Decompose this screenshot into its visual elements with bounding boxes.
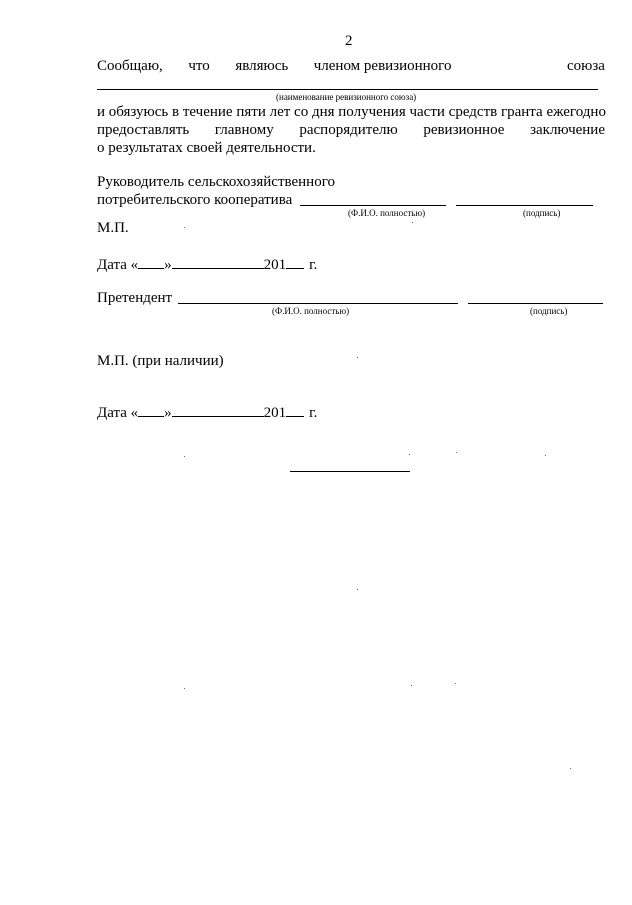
date-row-2: [97, 404, 317, 422]
year-suffix: г.: [309, 405, 318, 421]
scan-speck: [456, 452, 457, 453]
date-row-1: [97, 256, 317, 274]
scan-speck: [411, 685, 412, 686]
scan-speck: [570, 768, 571, 769]
day-field[interactable]: [138, 404, 164, 417]
date-label: Дата «: [97, 405, 139, 421]
head-signature-line[interactable]: [456, 205, 593, 206]
applicant-fio-caption: (Ф.И.О. полностью): [272, 306, 350, 316]
statement-word: членом ревизионного: [313, 58, 452, 74]
scan-speck: [409, 454, 410, 455]
month-field[interactable]: [172, 404, 264, 417]
stamp-place-optional-label: М.П. (при наличии): [97, 353, 224, 369]
page-number: 2: [345, 33, 353, 49]
statement-line-1: [97, 57, 605, 75]
applicant-label: Претендент: [97, 290, 173, 306]
union-name-line[interactable]: [97, 89, 598, 90]
stamp-place-label: М.П.: [97, 220, 129, 236]
date-close-quote: »: [164, 257, 172, 273]
statement-word: распорядителю: [299, 122, 398, 138]
statement-word: главному: [214, 122, 274, 138]
statement-word: Сообщаю,: [97, 58, 163, 74]
head-title-line-2: потребительского кооператива: [97, 192, 293, 208]
scan-speck: [357, 357, 358, 358]
year-prefix: 201: [263, 405, 287, 421]
scan-speck: [545, 455, 546, 456]
head-signature-caption: (подпись): [523, 208, 561, 218]
year-suffix: г.: [309, 257, 318, 273]
date-label: Дата «: [97, 257, 139, 273]
applicant-signature-line[interactable]: [468, 303, 603, 304]
statement-word: предоставлять: [97, 122, 190, 138]
statement-word: союза: [567, 58, 605, 74]
scan-speck: [357, 589, 358, 590]
scan-speck: [412, 222, 413, 223]
statement-line-3: [97, 121, 605, 139]
head-fio-line[interactable]: [300, 205, 446, 206]
scan-speck: [184, 227, 185, 228]
year-prefix: 201: [263, 257, 287, 273]
scan-speck: [184, 688, 185, 689]
statement-word: являюсь: [235, 58, 289, 74]
head-fio-caption: (Ф.И.О. полностью): [348, 208, 426, 218]
applicant-fio-line[interactable]: [178, 303, 458, 304]
statement-word: что: [188, 58, 210, 74]
month-field[interactable]: [172, 256, 264, 269]
statement-line-2: и обязуюсь в течение пяти лет со дня получения части средств гранта ежегодно: [97, 104, 606, 120]
scan-speck: [455, 683, 456, 684]
applicant-signature-caption: (подпись): [530, 306, 568, 316]
head-title-line-1: Руководитель сельскохозяйственного: [97, 174, 335, 190]
date-close-quote: »: [164, 405, 172, 421]
year-field[interactable]: [286, 404, 304, 417]
end-separator-line: [290, 471, 410, 472]
scan-speck: [184, 456, 185, 457]
statement-word: заключение: [530, 122, 605, 138]
statement-word: ревизионное: [423, 122, 505, 138]
statement-line-4: о результатах своей деятельности.: [97, 140, 316, 156]
year-field[interactable]: [286, 256, 304, 269]
day-field[interactable]: [138, 256, 164, 269]
union-name-caption: (наименование ревизионного союза): [276, 92, 417, 102]
